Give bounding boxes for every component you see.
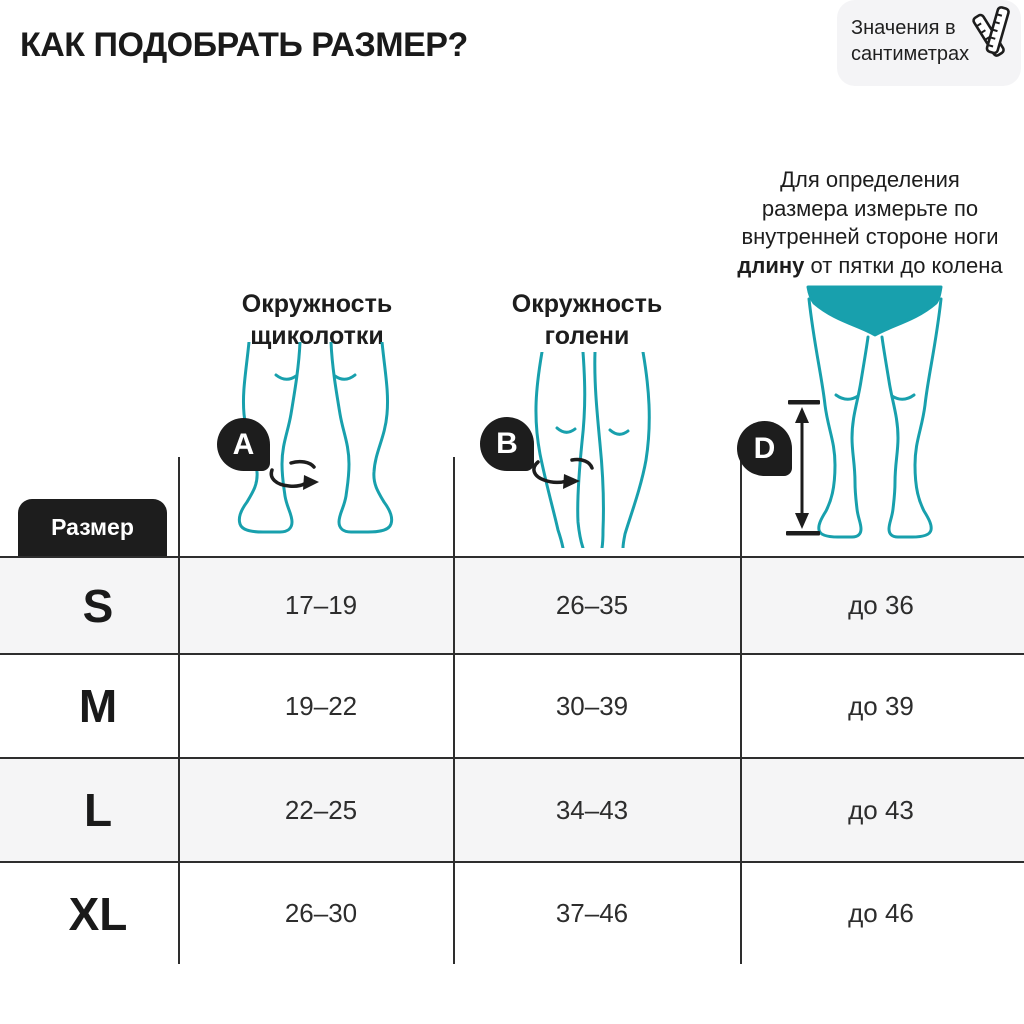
measure-note-line3: внутренней стороне ноги	[741, 224, 999, 249]
measure-note-line4	[716, 252, 1024, 281]
ankle-rotation-arrow	[271, 462, 319, 490]
size-column-header: Размер	[18, 499, 167, 556]
units-badge	[837, 0, 1021, 86]
table-row	[0, 757, 1024, 861]
table-row	[0, 653, 1024, 757]
ankle-value: 26–30	[284, 898, 358, 928]
table-divider-1	[178, 457, 180, 964]
length-value: до 43	[848, 794, 914, 825]
length-value: до 39	[848, 690, 914, 721]
ankle-value: 19–22	[284, 690, 358, 721]
length-value: до 36	[848, 590, 914, 620]
ankle-value: 17–19	[284, 590, 358, 620]
units-badge-line2: сантиметрах	[851, 43, 970, 65]
calf-value: 34–43	[555, 794, 629, 825]
size-label: L	[83, 784, 113, 836]
column-header-calf-line2: голени	[544, 322, 630, 350]
measure-note-line1: Для определения	[780, 167, 960, 192]
size-label: XL	[68, 887, 128, 940]
units-badge-text	[851, 15, 969, 67]
ruler-icon	[969, 5, 1015, 66]
calf-legs-illustration	[528, 352, 658, 548]
table-divider-2	[453, 457, 455, 964]
calf-value: 37–46	[555, 898, 629, 928]
column-header-calf-line1: Окружность	[511, 290, 663, 318]
size-label: S	[82, 579, 114, 632]
measure-note-line2: размера измерьте по	[761, 195, 979, 221]
calf-value: 30–39	[555, 690, 629, 721]
column-header-calf	[459, 288, 715, 352]
marker-b: B	[480, 417, 534, 471]
marker-a: A	[217, 418, 270, 471]
length-legs-illustration	[740, 283, 968, 545]
table-row	[0, 556, 1024, 653]
units-badge-line1: Значения в	[851, 17, 956, 39]
briefs-shape	[808, 287, 941, 335]
page-title: КАК ПОДОБРАТЬ РАЗМЕР?	[20, 26, 468, 64]
measure-note	[716, 166, 1024, 280]
length-value: до 46	[848, 898, 914, 928]
size-label: M	[78, 680, 118, 732]
measure-note-bold: длину	[737, 252, 805, 278]
ankle-value: 22–25	[284, 794, 358, 825]
marker-d: D	[737, 421, 792, 476]
calf-value: 26–35	[555, 590, 629, 620]
column-header-ankle-line1: Окружность	[241, 290, 393, 318]
table-row	[0, 861, 1024, 964]
table-divider-3	[740, 457, 742, 964]
column-header-ankle-line2: щиколотки	[250, 322, 384, 350]
measure-note-rest: от пятки до колена	[804, 252, 1003, 278]
